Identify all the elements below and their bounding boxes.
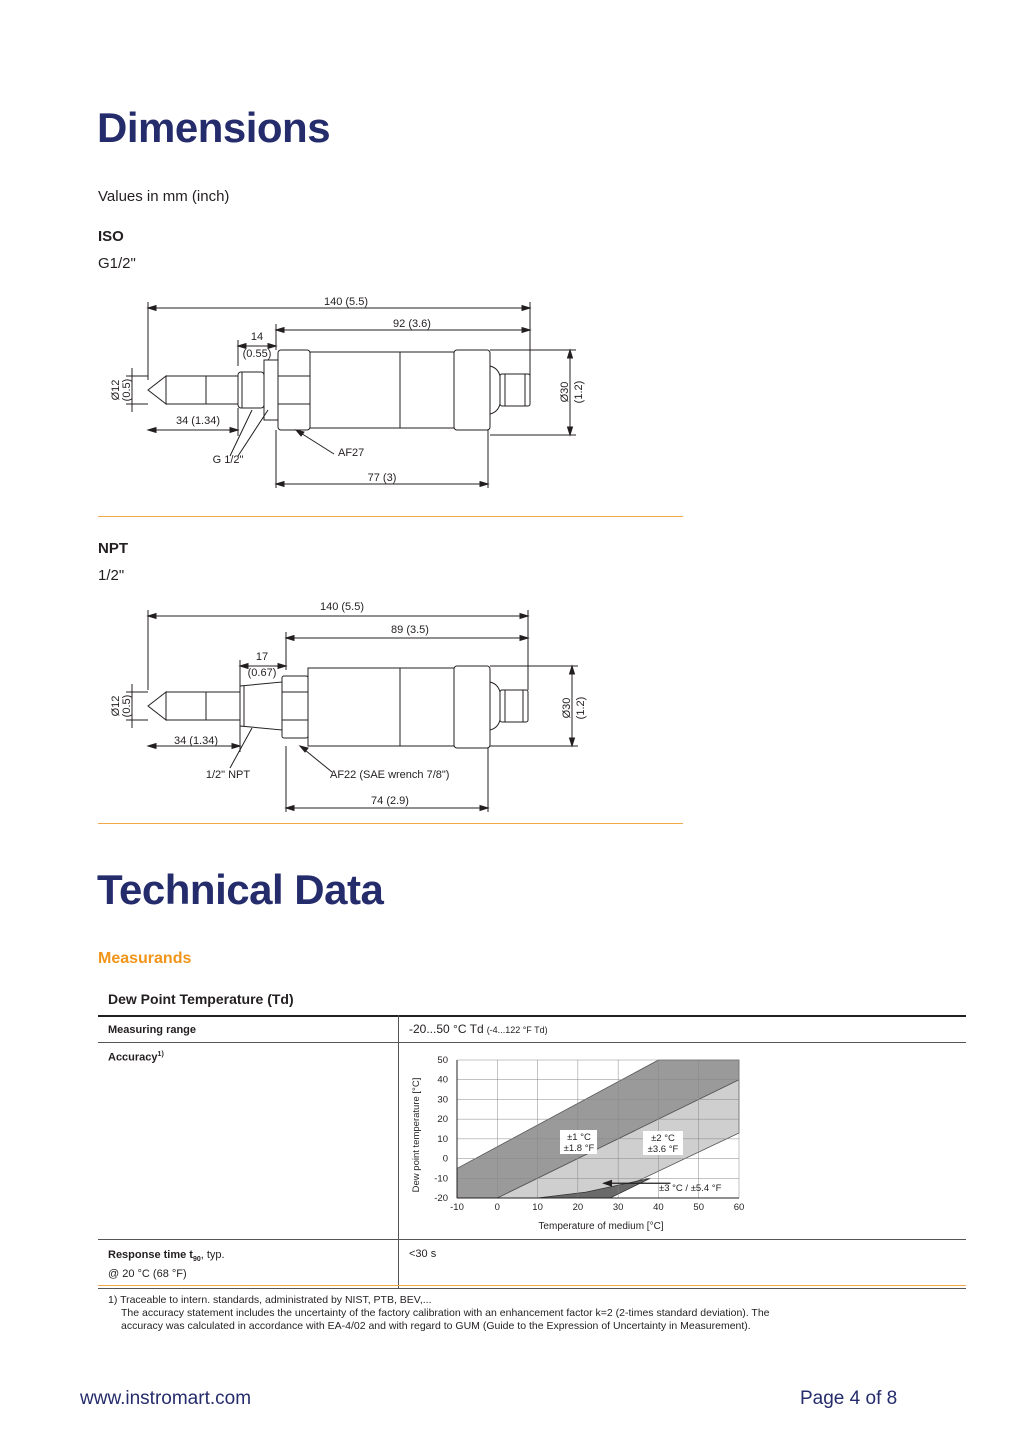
table-title: Dew Point Temperature (Td) — [108, 991, 294, 1007]
npt-dia-body-b: (1.2) — [575, 696, 587, 720]
accuracy-chart — [399, 1043, 779, 1235]
region-label-1 — [560, 1130, 597, 1154]
footer-page-number: Page 4 of 8 — [800, 1388, 898, 1409]
footnote-line1: 1) Traceable to intern. standards, administrated by NIST, PTB, BEV,... — [108, 1294, 432, 1306]
footnote — [108, 1294, 770, 1333]
x-tick-label: 10 — [532, 1202, 543, 1213]
range-value — [399, 1015, 967, 1043]
y-tick-label: 40 — [437, 1074, 448, 1086]
npt-hex-width-a: 17 — [255, 651, 269, 663]
npt-wrench-label: AF22 (SAE wrench 7/8") — [330, 769, 450, 781]
response-label-line2: @ 20 °C (68 °F) — [108, 1268, 187, 1281]
range-value-small: (-4...122 °F Td) — [486, 1025, 548, 1035]
response-value: <30 s — [399, 1240, 967, 1289]
iso-body-label: 92 (3.6) — [393, 318, 431, 330]
x-tick-label: 60 — [733, 1202, 745, 1213]
x-tick-label: 50 — [693, 1202, 705, 1213]
iso-dimension-drawing — [100, 290, 600, 490]
iso-heading: ISO — [98, 228, 124, 245]
accuracy-chart-cell — [399, 1043, 967, 1240]
npt-heading: NPT — [98, 540, 128, 557]
npt-length-label: 74 (2.9) — [371, 795, 409, 807]
table-row — [98, 1015, 966, 1043]
table-bottom-rule — [98, 1285, 966, 1286]
region-3-label: ±3 °C / ±5.4 °F — [659, 1183, 722, 1194]
iso-length-label: 77 (3) — [367, 472, 397, 484]
npt-dia-probe-b: (0.5) — [121, 694, 133, 718]
table-row — [98, 1043, 966, 1240]
accuracy-label — [98, 1043, 399, 1240]
x-axis-label: Temperature of medium [°C] — [538, 1221, 664, 1232]
y-tick-label: -10 — [434, 1173, 448, 1185]
table-row — [98, 1240, 966, 1289]
iso-dia-probe-a: Ø12 — [110, 379, 122, 401]
npt-thread-label: 1/2" NPT — [205, 769, 251, 781]
region-2-label-b: ±3.6 °F — [647, 1144, 679, 1155]
iso-hex-width-a: 14 — [250, 331, 264, 343]
accuracy-footnote-ref: 1) — [157, 1051, 164, 1058]
x-tick-label: -10 — [450, 1202, 464, 1213]
y-tick-label: 10 — [437, 1133, 448, 1145]
x-tick-label: 0 — [494, 1202, 500, 1213]
footnote-line2: The accuracy statement includes the uncertainty of the factory calibration with an enhancement factor k=2 (2-times standard deviation). The — [121, 1307, 770, 1319]
response-label-sub: 90 — [192, 1256, 201, 1264]
y-tick-label: 50 — [437, 1055, 448, 1066]
iso-dia-body-a: Ø30 — [559, 381, 571, 403]
response-label-main: Response time t — [108, 1249, 193, 1261]
units-note: Values in mm (inch) — [98, 188, 230, 205]
npt-probe-label: 34 (1.34) — [173, 735, 219, 747]
iso-thread-label: G 1/2" — [212, 454, 244, 466]
dimensions-title: Dimensions — [97, 104, 331, 151]
y-tick-label: 0 — [442, 1153, 448, 1165]
region-1-label-a: ±1 °C — [567, 1132, 591, 1143]
iso-probe-label: 34 (1.34) — [175, 415, 221, 427]
iso-dia-body-b: (1.2) — [573, 380, 585, 404]
npt-dia-body-a: Ø30 — [561, 697, 573, 719]
npt-hex-width-b: (0.67) — [247, 667, 277, 679]
npt-overall-label: 140 (5.5) — [319, 601, 365, 613]
npt-body-label: 89 (3.5) — [391, 624, 429, 636]
accuracy-label-text: Accuracy — [108, 1051, 158, 1064]
iso-dia-probe-b: (0.5) — [121, 378, 133, 402]
response-label — [98, 1240, 399, 1289]
y-tick-label: -20 — [434, 1193, 448, 1204]
region-2-label-a: ±2 °C — [651, 1133, 675, 1144]
divider — [98, 823, 683, 824]
footer-url[interactable]: www.instromart.com — [80, 1388, 252, 1409]
npt-thread: 1/2" — [98, 567, 125, 584]
technical-data-title: Technical Data — [97, 866, 384, 913]
npt-dia-probe-a: Ø12 — [110, 695, 122, 717]
x-tick-label: 20 — [572, 1202, 584, 1213]
y-tick-label: 30 — [437, 1094, 448, 1106]
dew-point-table — [98, 1015, 966, 1289]
response-label-rest: , typ. — [200, 1249, 225, 1261]
x-tick-label: 30 — [612, 1202, 624, 1213]
y-tick-label: 20 — [437, 1114, 448, 1126]
divider — [98, 516, 683, 517]
footnote-line3: accuracy was calculated in accordance with EA-4/02 and with regard to GUM (Guide to the Expression of Uncertainty in Measurement). — [121, 1320, 751, 1332]
range-label: Measuring range — [98, 1015, 399, 1043]
iso-thread: G1/2" — [98, 255, 136, 272]
x-tick-label: 40 — [653, 1202, 664, 1213]
iso-wrench-label: AF27 — [338, 447, 365, 459]
range-value-main: -20...50 °C Td — [409, 1022, 484, 1036]
region-label-2 — [643, 1131, 683, 1155]
y-axis-label: Dew point temperature [°C] — [411, 1077, 422, 1193]
npt-dimension-drawing — [100, 596, 600, 816]
measurands-heading: Measurands — [98, 950, 192, 967]
region-1-label-b: ±1.8 °F — [563, 1143, 595, 1154]
iso-hex-width-b: (0.55) — [242, 348, 272, 360]
iso-overall-label: 140 (5.5) — [323, 296, 369, 308]
